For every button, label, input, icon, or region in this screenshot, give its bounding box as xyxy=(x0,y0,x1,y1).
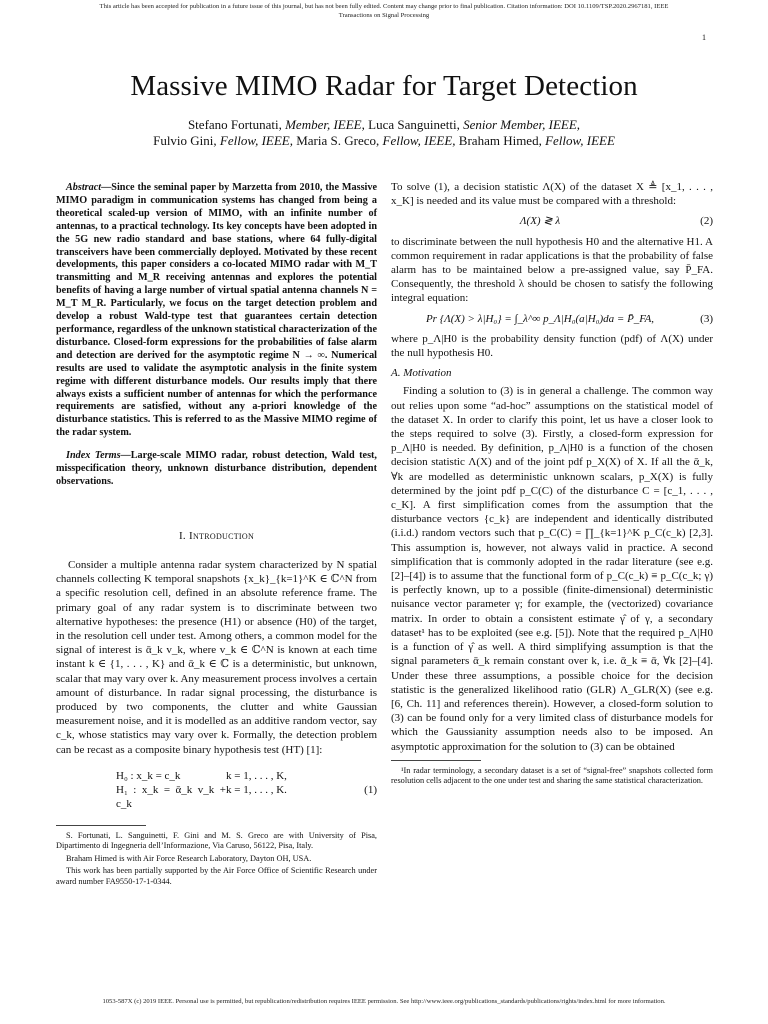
eq1-h1-rhs: k = 1, . . . , K. xyxy=(226,783,287,796)
author-name: Fulvio Gini, xyxy=(153,133,217,148)
pdf-definition-paragraph: where p_Λ|H0 is the probability density function (pdf) of Λ(X) under the null hypothesis H0. xyxy=(391,332,713,360)
eq1-number: (1) xyxy=(364,783,377,796)
paper-title: Massive MIMO Radar for Target Detection xyxy=(130,70,638,102)
eq3-body: Pr {Λ(X) > λ|H₀} = ∫_λ^∞ p_Λ|H₀(a|H₀)da = P̄_FA, xyxy=(425,312,655,325)
eq1-h0-lhs: H₀ : x_k = c_k xyxy=(116,769,181,782)
author-line-1 xyxy=(0,117,768,133)
affiliation-footnotes xyxy=(56,831,377,887)
footnote-funding: This work has been partially supported by the Air Force Office of Scientific Research under award number FA9550-17-1-0344. xyxy=(56,866,377,886)
footnote-divider xyxy=(56,825,146,826)
eq2-body: Λ(X) ≷ λ xyxy=(519,215,561,228)
author-name: Maria S. Greco, xyxy=(296,133,380,148)
eq1-h1-lhs: H₁ : x_k = ᾱ_k v_k + c_k xyxy=(116,783,226,810)
author-role: Fellow, IEEE xyxy=(545,133,615,148)
author-role: Member, IEEE, xyxy=(285,117,365,132)
false-alarm-paragraph: to discriminate between the null hypothesis H0 and the alternative H1. A common requirement in radar applications is that the probability of false alarm has to be maintained below a pre-assigned value, say P̄_FA. Consequently, the threshold λ should be chosen to satisfy the following integral equation: xyxy=(391,235,713,305)
author-name: Stefano Fortunati, xyxy=(187,117,282,132)
motivation-paragraph: Finding a solution to (3) is in general a challenge. The common way out relies upon some “ad-hoc” assumptions on the statistical model of the dataset X. In order to clarify this point, let us have a closer look to the steps required to solve (3). Firstly, a closed-form expression for p_Λ|H0 is needed. By definition, p_Λ|H0 is a function of the chosen decision statistic Λ(X) and of the joint pdf p_X(X) of X. If all the ᾱ_k, ∀k are modelled as deterministic unknown scalars, p_X(X) is fully determined by the joint pdf p_C(C) of the disturbance C = [c_1, . . . , c_K]. A first simplification comes from the assumption that the disturbance vectors {c_k} are independent and identically distributed (i.i.d.) random vectors such that p_C(C) = ∏_{k=1}^K p_C(c_k) [2,3]. This assumption is, however, not always valid in practice. A second simplification that is commonly adopted in the radar literature (see e.g. [2]–[4]) is to assume that the functional form of p_C(c_k) ≡ p_C(c_k; γ) is perfectly known, up to a possible (finite-dimensional) deterministic nuisance vector parameter γ; for example, the (vectorized) covariance matrix. In order to obtain a consistent estimate γ̂ of γ, a secondary dataset¹ has to be exploited (see e.g. [5]). Note that the required p_Λ|H0 is a function of γ̂ as well. A third simplifying assumption is that the signal parameters ᾱ_k remain constant over k, i.e. ᾱ_k ≡ ᾱ, ∀k [2]–[4]. Under these three assumptions, a possible choice for the decision statistic is the generalized likelihood ratio (GLR) Λ_GLR(X) (see e.g. [6, Ch. 11] and references therein). However, a closed-form solution to (3) can be found only for a very limited class of disturbance models for which the Gaussianity assumption needs also to be imposed. An asymptotic approximation for the solution to (3) can be obtained xyxy=(391,385,713,753)
index-terms-text: —Large-scale MIMO radar, robust detection, Wald test, misspecification theory, unknown disturbance distribution, dependent observations. xyxy=(56,450,377,487)
author-name: Luca Sanguinetti, xyxy=(368,117,460,132)
abstract-lead: Abstract xyxy=(66,182,102,193)
footnote-affiliation-1: S. Fortunati, L. Sanguinetti, F. Gini and M. S. Greco are with University of Pisa, Dipartimento di Ingegneria dell’Informazione, Via Caruso, 56122, Pisa, Italy. xyxy=(56,830,377,851)
abstract xyxy=(56,182,377,440)
footnote-divider xyxy=(391,760,481,761)
left-column xyxy=(56,182,377,889)
author-role: Fellow, IEEE, xyxy=(382,133,456,148)
eq2-number: (2) xyxy=(700,215,713,228)
subsection-heading-motivation: A. Motivation xyxy=(391,367,452,380)
page-number: 1 xyxy=(702,33,706,42)
copyright-notice: 1053-587X (c) 2019 IEEE. Personal use is permitted, but republication/redistribution requires IEEE permission. See http://www.ieee.org/publications_standards/publications/rights/index.html for more information. xyxy=(102,998,666,1005)
author-role: Fellow, IEEE, xyxy=(219,133,293,148)
right-column xyxy=(391,180,713,789)
journal-notice-line2: Transactions on Signal Processing xyxy=(338,12,430,19)
equation-3 xyxy=(391,312,713,326)
section-heading-introduction: I. Introduction xyxy=(178,529,255,542)
abstract-text: —Since the seminal paper by Marzetta from 2010, the Massive MIMO paradigm in communication systems has changed from being a theoretical scaled-up version of MIMO, with an infinite number of antennas, to a practical technology. Its key concepts have been adopted in the 5G new radio standard and base stations, where 64 fully-digital transceivers have been commercially deployed. Motivated by these recent developments, this paper considers a co-located MIMO radar with M_T transmitting and M_R receiving antennas and explores the potential benefits of having a large number of virtual spatial antenna channels N = M_T M_R. Particularly, we focus on the target detection problem and develop a robust Wald-type test that guarantees certain detection performance, regardless of the unknown statistical characterization of the disturbance. Closed-form expressions for the probabilities of false alarm and detection are derived for the asymptotic regime N → ∞. Numerical results are used to validate the asymptotic analysis in the finite system regime with different disturbance models. Our results imply that there always exists a sufficient number of antennas for which the performance requirements are satisfied, without any a-priori knowledge of the disturbance statistics. This is referred to as the Massive MIMO regime of the radar system. xyxy=(56,182,377,439)
author-line-2 xyxy=(0,133,768,149)
journal-notice-line1: This article has been accepted for publication in a future issue of this journal, but has not been fully edited. Content may change prior to final publication. Citation information: DOI 10.1109/TSP.2020.2967181, IEEE xyxy=(99,3,669,10)
eq1-h0-rhs: k = 1, . . . , K, xyxy=(226,769,287,782)
author-list xyxy=(0,117,768,149)
equation-2 xyxy=(391,214,713,228)
secondary-dataset-footnote xyxy=(391,766,713,787)
index-terms xyxy=(56,450,377,489)
equation-1 xyxy=(56,769,377,811)
journal-notice xyxy=(0,2,768,20)
author-name: Braham Himed, xyxy=(458,133,542,148)
intro-paragraph: Consider a multiple antenna radar system characterized by N spatial channels collecting K temporal snapshots {x_k}_{k=1}^K ∈ ℂ^N from a specific resolution cell, defined in an absolute reference frame. The primary goal of any radar system is to discriminate between two alternative hypotheses: the presence (H1) or absence (H0) of the target, in the resolution cell under test. Among others, a common model for the signal of interest is ᾱ_k v_k, where v_k ∈ ℂ^N is known at each time instant k ∈ {1, . . . , K} and ᾱ_k ∈ ℂ is a deterministic, but unknown, scalar that may vary over k. Any measurement process involves a certain amount of disturbance. In radar signal processing, the disturbance is produced by two components, the clutter and white Gaussian measurement noise, and it is modelled as an additive random vector, say c_k, whose statistics may vary over k. Formally, the detection problem can be recast as a composite binary hypothesis test (HT) [1]: xyxy=(56,559,377,756)
index-terms-lead: Index Terms xyxy=(66,450,121,462)
author-role: Senior Member, IEEE, xyxy=(463,117,581,132)
decision-statistic-paragraph: To solve (1), a decision statistic Λ(X) of the dataset X ≜ [x_1, . . . , x_K] is needed and its value must be compared with a threshold: xyxy=(391,181,713,208)
footnote-affiliation-2: Braham Himed is with Air Force Research Laboratory, Dayton OH, USA. xyxy=(66,853,312,863)
eq3-number: (3) xyxy=(700,312,713,325)
footnote-1: ¹In radar terminology, a secondary dataset is a set of “signal-free” snapshots collected form resolution cells adjacent to the one under test and sharing the same statistical characterization. xyxy=(391,765,713,786)
